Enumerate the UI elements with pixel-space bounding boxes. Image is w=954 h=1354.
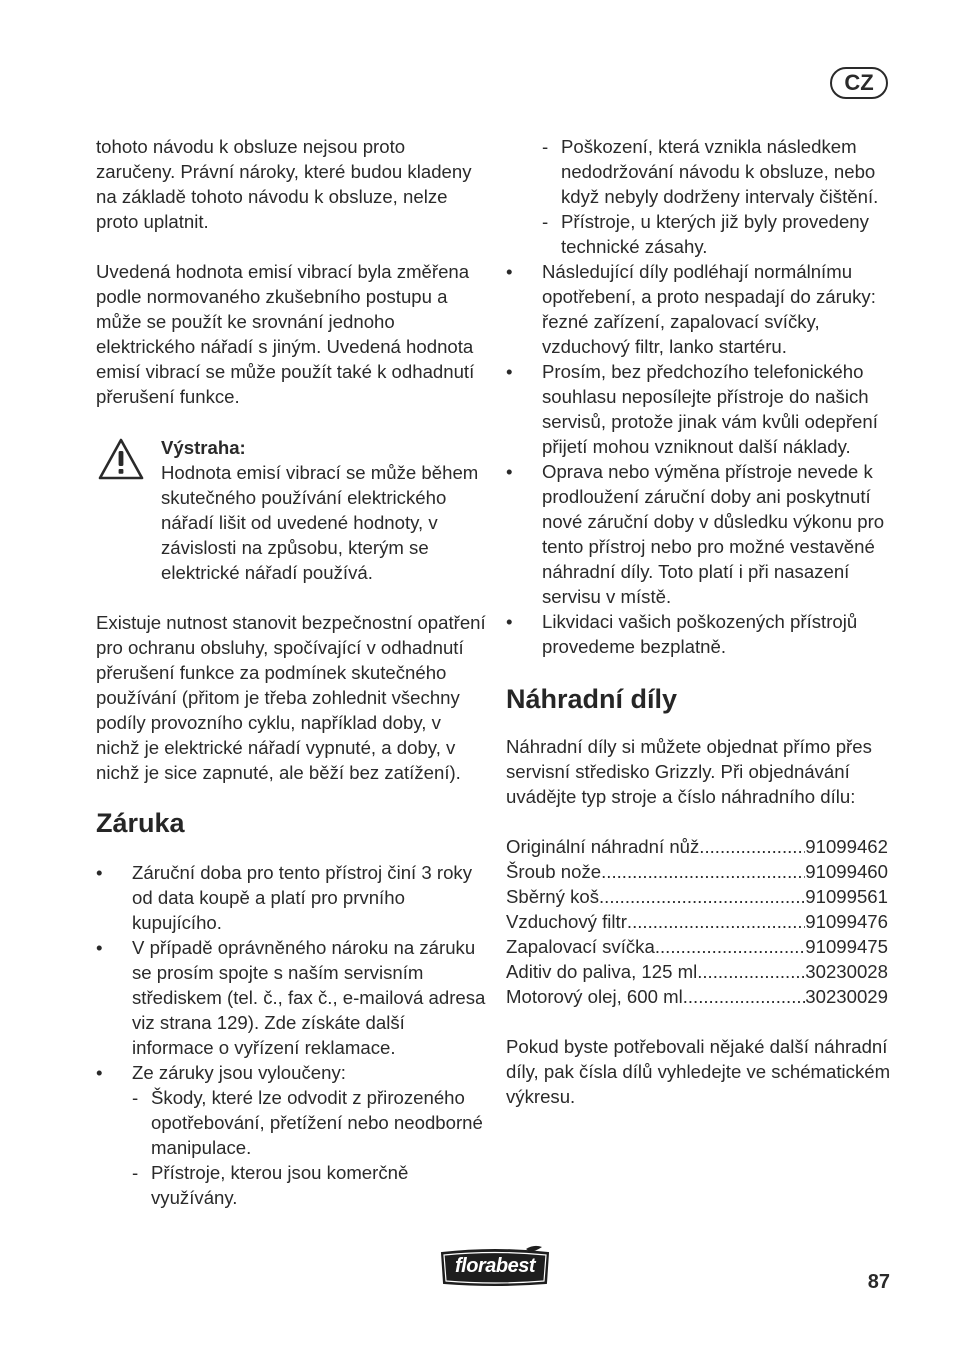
- paragraph-manual-claims: tohoto návodu k obsluze nejsou proto zaručeny. Právní nároky, které budou kladeny na základě tohoto návodu k obsluze, nelze proto uplatnit.: [96, 136, 472, 232]
- spare-parts-heading: Náhradní díly: [506, 684, 678, 714]
- dot-leader: [697, 959, 805, 984]
- list-item: • Prosím, bez předchozího telefonického souhlasu neposílejte přístroje do našich servisů, protože jinak vám kvůli odepření přijetí mohou vzniknout další náklady.: [506, 359, 898, 459]
- dot-leader: [599, 884, 805, 909]
- spare-part-number: 91099460: [805, 861, 888, 882]
- spare-part-name: Zapalovací svíčka: [506, 936, 655, 957]
- exclusions-list-continued: [506, 134, 898, 259]
- list-item: • Následující díly podléhají normálnímu opotřebení, a proto nespadají do záruky: řezné zařízení, zapalovací svíčky, vzduchový filtr, lanko startéru.: [506, 259, 898, 359]
- right-column: [506, 134, 898, 1109]
- spare-parts-intro: Náhradní díly si můžete objednat přímo přes servisní středisko Grizzly. Při objednávání uvádějte typ stroje a číslo náhradního dílu:: [506, 736, 872, 807]
- spare-part-number: 30230029: [805, 986, 888, 1007]
- warranty-list: [96, 860, 486, 1085]
- spare-part-name: Sběrný koš: [506, 886, 600, 907]
- warranty-heading: Záruka: [96, 808, 185, 838]
- spare-part-row: [506, 834, 888, 859]
- spare-part-number: 30230028: [805, 961, 888, 982]
- spare-part-name: Šroub nože: [506, 861, 602, 882]
- logo-text: florabest: [455, 1255, 535, 1277]
- list-item: - Škody, které lze odvodit z přirozeného opotřebování, přetížení nebo neodborné manipulace.: [96, 1085, 486, 1160]
- spare-part-name: Motorový olej, 600 ml: [506, 986, 683, 1007]
- dot-leader: [699, 834, 805, 859]
- paragraph-vibration-value: Uvedená hodnota emisí vibrací byla změřena podle normovaného zkušebního postupu a může se použít ke srovnání jednoho elektrického nářadí s jiným. Uvedená hodnota emisí vibrací se může použít také k odhadnutí přerušení funkce.: [96, 261, 475, 407]
- paragraph-safety-measures: Existuje nutnost stanovit bezpečnostní opatření pro ochranu obsluhy, spočívající v odhadnutí přerušení funkce za podmínek skutečného používání (přitom je třeba zohlednit všechny podíly provozního cyklu, například doby, v nichž je elektrické nářadí vypnuté, a doby, v nichž je sice zapnuté, ale běží bez zatížení).: [96, 612, 486, 783]
- warranty-list-continued: [506, 259, 898, 659]
- list-item: • Oprava nebo výměna přístroje nevede k prodloužení záruční doby ani poskytnutí nové záruční doby v důsledku výkonu pro tento přístroj nebo pro možné vestavěné náhradní díly. Toto platí i při nasazení servisu v místě.: [506, 459, 898, 609]
- dot-leader: [601, 859, 805, 884]
- florabest-logo: [438, 1245, 552, 1289]
- spare-part-row: [506, 859, 888, 884]
- exclusions-list: [96, 1085, 486, 1210]
- spare-parts-list: [506, 834, 898, 1009]
- warning-text: Hodnota emisí vibrací se může během skutečného používání elektrického nářadí lišit od uvedené hodnoty, v závislosti na způsobu, kterým se elektrické nářadí používá.: [161, 462, 479, 583]
- spare-part-row: [506, 934, 888, 959]
- language-badge: CZ: [830, 67, 888, 99]
- dot-leader: [655, 934, 805, 959]
- warning-triangle-icon: [97, 437, 145, 481]
- spare-part-number: 91099561: [805, 886, 888, 907]
- spare-part-row: [506, 959, 888, 984]
- left-column: [96, 134, 486, 1210]
- list-item: • Záruční doba pro tento přístroj činí 3 roky od data koupě a platí pro prvního kupujícího.: [96, 860, 486, 935]
- spare-part-number: 91099475: [805, 936, 888, 957]
- list-item: • Likvidaci vašich poškozených přístrojů provedeme bezplatně.: [506, 609, 898, 659]
- spare-part-row: [506, 984, 888, 1009]
- warning-title: Výstraha:: [161, 437, 246, 458]
- spare-part-row: [506, 884, 888, 909]
- list-item: • Ze záruky jsou vyloučeny:: [96, 1060, 486, 1085]
- list-item: - Přístroje, kterou jsou komerčně využívány.: [96, 1160, 486, 1210]
- list-item: • V případě oprávněného nároku na záruku se prosím spojte s naším servisním střediskem (tel. č., fax č., e-mailová adresa viz strana 129). Zde získáte další informace o vyřízení reklamace.: [96, 935, 486, 1060]
- spare-part-name: Aditiv do paliva, 125 ml: [506, 961, 698, 982]
- spare-part-number: 91099476: [805, 911, 888, 932]
- dot-leader: [627, 909, 805, 934]
- page-number: 87: [867, 1271, 890, 1293]
- spare-parts-outro: Pokud byste potřebovali nějaké další náhradní díly, pak čísla dílů vyhledejte ve schématickém výkresu.: [506, 1036, 891, 1107]
- list-item: - Poškození, která vznikla následkem nedodržování návodu k obsluze, nebo když nebyly dodrženy intervaly čištění.: [506, 134, 898, 209]
- spare-part-number: 91099462: [805, 836, 888, 857]
- warning-block: [96, 435, 486, 585]
- spare-part-row: [506, 909, 888, 934]
- spare-part-name: Vzduchový filtr: [506, 911, 627, 932]
- list-item: - Přístroje, u kterých již byly provedeny technické zásahy.: [506, 209, 898, 259]
- spare-part-name: Originální náhradní nůž: [506, 836, 700, 857]
- dot-leader: [683, 984, 806, 1009]
